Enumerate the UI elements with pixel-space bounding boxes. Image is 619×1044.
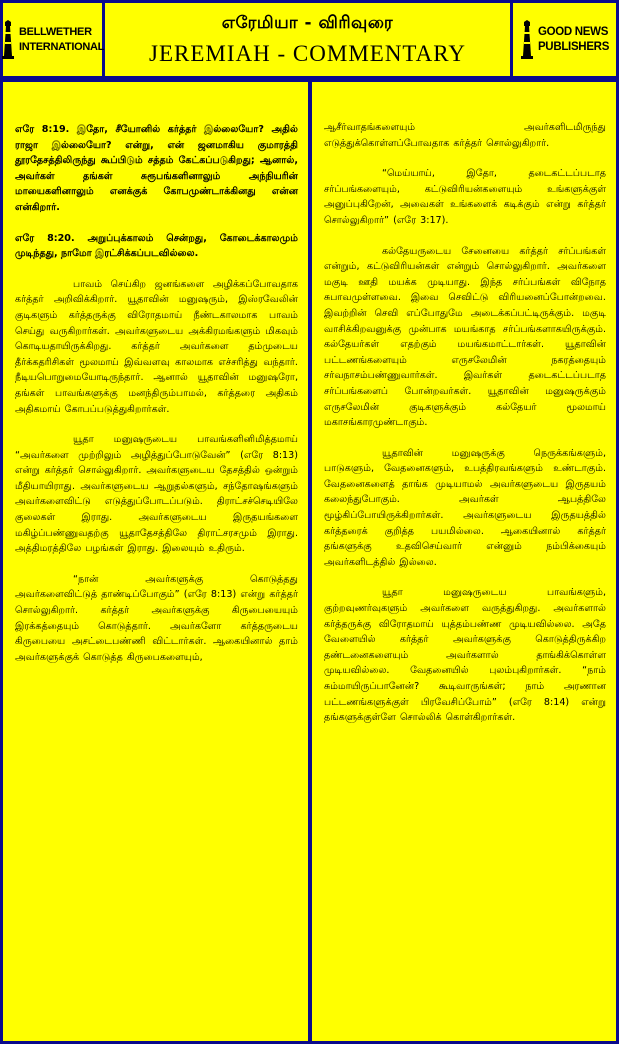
bellwether-logo [3,3,105,76]
lighthouse-icon [520,20,534,60]
paragraph [15,277,298,417]
paragraph [324,585,606,725]
title-block [105,3,510,76]
verse-8-20: எரே 8:20. அறுப்புக்காலம் சென்றது, கோடைக்காலமும் முடிந்தது, நாமோ இரட்சிக்கப்படவில்லை. [15,232,298,260]
paragraph-text: கல்தேயருடைய சேனையை கர்த்தர் சர்ப்பங்கள் என்றும், கட்டுவிரியன்கள் என்றும் சொல்லுகிறார். அவர்களை மகுடி ஊதி மயக்க முடியாது. இந்த சர்ப்பங்கள் விநோத சுபாவமுள்ளவை. இவை செவிட்டு விரியனைப்போன்றவை. இவற்றின் செவி எப்போதுமே அடைக்கப்பட்டிருக்கும். மகுடி வாசிக்கிறவனுக்கு முன்பாக மயங்காத சர்ப்பங்களாகயிருக்கும். கல்தேயர்கள் எதற்கும் மயங்கமாட்டார்கள். யூதாவின் பட்டணங்களையும் எருசலேமின் நகரத்தையும் சர்வநாசம்பண்ணுவார்கள். இவர்கள் தடைகட்டப்படாத சர்ப்பங்களைப் போன்றவர்கள். யூதாவின் மனுஷருக்கும் எருசலேமின் குடிகளுக்கும் கல்தேயர் மூலமாய் மகாசங்காரமுண்டாகும். [324,245,606,429]
paragraph-text: யூதா மனுஷருடைய பாவங்களினிமித்தமாய் “அவர்களை முற்றிலும் அழித்துப்போடுவேன்” (எரே 8:13) என்று கர்த்தர் சொல்லுகிறார். அவர்களுடைய தேசத்தில் ஒன்றும் மீதியாயிராது. அவர்களுடைய ஆறுதல்களும், சந்தோஷங்களும் அவர்களைவிட்டு எடுத்துப்போடப்படும். திராட்சச்செடியிலே குலைகள் இராது. அவர்களுடைய இருதயங்களை மகிழ்ப்பண்ணுவதற்கு யூதாதேசத்திலே திராட்சரசமும் இராது. அத்திமரத்திலே பழங்கள் இராது. இலையும் உதிரும். [15,434,298,555]
verse-8-19: எரே 8:19. இதோ, சீயோனில் கர்த்தர் இல்லையோ? அதில் ராஜா இல்லையோ? என்று, என் ஜனமாகிய குமாரத்தி தூரதேசத்திலிருந்து கூப்பிடும் சத்தம் கேட்கப்படுகிறது; ஆனால், அவர்கள் தங்கள் சுரூபங்களினாலும் அந்நியரின் மாயைகளினாலும் எனக்குக் கோபமுண்டாக்கினது என்ன என்கிறார். [15,124,298,213]
right-column [312,82,616,1041]
logo-left-line2: INTERNATIONAL [18,40,105,53]
header-bar [0,0,619,79]
paragraph [15,432,298,557]
good-news-logo [513,3,616,76]
paragraph-text: “மெய்யாய், இதோ, தடைகட்டப்படாத சர்ப்பங்களையும், கட்டுவிரியன்களையும் உங்களுக்குள் அனுப்புகிறேன், அவைகள் உங்களைக் கடிக்கும் என்று கர்த்தர் சொல்லுகிறார்” (எரே 3:17). [324,168,606,226]
logo-right-line2: PUBLISHERS [537,40,610,53]
paragraph-text: “நான் அவர்களுக்கு கொடுத்தது அவர்களைவிட்டுத் தாண்டிப்போகும்” (எரே 8:13) என்று கர்த்தர் சொல்லுகிறார். கர்த்தர் அவர்களுக்கு கிருபையையும் இரக்கத்தையும் கொடுத்தார். அவர்களோ கர்த்தருடைய கிருபையை அசட்டைபண்ணி விட்டார்கள். ஆகையினால் தாம் அவர்களுக்குக் கொடுத்த கிருபைகளையும், [15,573,298,663]
paragraph-text: ஆசீர்வாதங்களையும் அவர்களிடமிருந்து எடுத்துக்கொள்ளப்போவதாக கர்த்தர் சொல்லுகிறார். [324,122,606,149]
paragraph-text: பாவம் செய்கிற ஜனங்களை அழிக்கப்போவதாக கர்த்தர் அறிவிக்கிறார். யூதாவின் மனுஷரும், இஸ்ரவேலின் குடிகளும் கர்த்தருக்கு விரோதமாய் நீண்டகாலமாக பாவம் செய்து வருகிறார்கள். அவர்களுடைய அக்கிரமங்களும் மிகவும் கொடியதாயிருக்கிறது. கர்த்தர் அவர்களை தம்முடைய தீர்க்கதரிசிகள் மூலமாய் இவ்வளவு காலமாக எச்சரித்து வந்தார். நீடியபொறுமையோடிருந்தார். ஆனால் யூதாவின் மனுஷரோ, தங்கள் பாவங்களுக்கு மனந்திரும்பாமல், கர்த்தரை அதிகம் அதிகமாய் கோபப்படுத்துகிறார்கள். [15,278,298,415]
paragraph [324,446,606,571]
paragraph [15,572,298,666]
paragraph [324,244,606,431]
logo-right-line1: GOOD NEWS [537,25,609,38]
logo-left-line1: BELLWETHER [18,25,92,38]
lighthouse-icon [1,20,15,60]
paragraph-text: யூதாவின் மனுஷருக்கு நெருக்கங்களும், பாடுகளும், வேதனைகளும், உபத்திரவங்களும் உண்டாகும். வேதனைகளைத் தாங்க முடியாமல் அவர்களுடைய இருதயம் கலைந்துபோகும். அவர்கள் ஆபத்திலே மூழ்கிப்போயிருக்கிறார்கள். அவர்களுடைய இருதயத்தில் கர்த்தரைக் குறித்த பயமில்லை. ஆகையினால் கர்த்தர் தங்களுக்கு உதவிசெய்வார் என்னும் நம்பிக்கையும் அவர்களிடத்தில் இல்லை. [324,447,606,568]
paragraph-text: யூதா மனுஷருடைய பாவங்களும், குற்றவுணர்வுகளும் அவர்களை வருத்துகிறது. அவர்களால் கர்த்தருக்கு விரோதமாய் யுத்தம்பண்ண முடியவில்லை. அதே வேளையில் கர்த்தர் அவர்களுக்கு கொடுத்திருக்கிற தண்டனைகளையும் அவர்களால் தாங்கிக்கொள்ள முடியவில்லை. வேதனையில் புலம்புகிறார்கள். “நாம் சும்மாயிருப்பானேன்? கூடிவாருங்கள்; நாம் அரணான பட்டணங்களுக்குள் பிரவேசிப்போம்” (எரே 8:14) என்று தங்களுக்குள்ளே சொல்லிக் கொள்கிறார்கள். [324,587,606,724]
paragraph [324,120,606,151]
left-column [3,82,308,1041]
paragraph [324,166,606,228]
title-tamil: எரேமியா - விரிவுரை [221,12,394,33]
title-english: JEREMIAH - COMMENTARY [149,40,466,66]
